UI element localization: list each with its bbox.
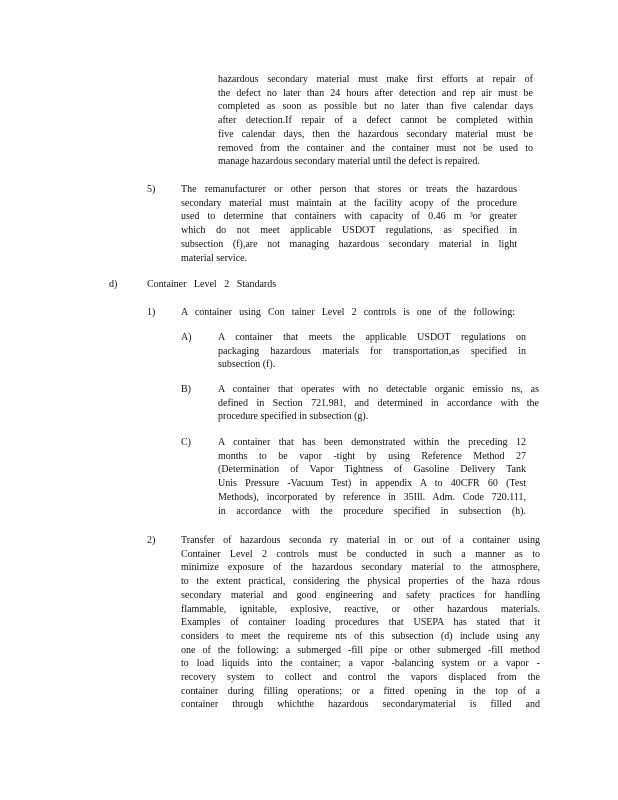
text-line: after detection.If repair of a defect cannot be completed within xyxy=(218,115,533,127)
text-line: A container that operates with no detectable organic emissio ns, as xyxy=(218,384,539,395)
text-line: Transfer of hazardous seconda ry material in or out of a container using xyxy=(181,535,540,546)
text-line: subsection (f),are not managing hazardous secondary material in light xyxy=(181,238,517,250)
item-marker-5: 5) xyxy=(147,184,156,195)
text-line: completed as soon as possible but no later than five calendar days xyxy=(218,101,533,113)
text-line: removed from the container and the container must not be used to xyxy=(218,142,533,154)
text-line: flammable, ignitable, explosive, reactive, or other hazardous materials. xyxy=(181,603,540,615)
text-line: The remanufacturer or other person that stores or treats the hazardous xyxy=(181,184,517,195)
text-line: Container Level 2 controls must be conducted in such a manner as to xyxy=(181,548,540,560)
paragraph-item-5 xyxy=(181,183,517,265)
text-line: material service. xyxy=(181,252,248,264)
item-marker-C: C) xyxy=(181,437,191,448)
text-line: Unis Pressure -Vacuum Test) in appendix A to 40CFR 60 (Test xyxy=(218,478,526,490)
text-line: hazardous secondary material must make first efforts at repair of xyxy=(218,74,533,85)
text-line: container through whichthe hazardous secondarymaterial is filled and xyxy=(181,699,540,711)
text-line: A container using Con tainer Level 2 controls is one of the following: xyxy=(181,307,515,318)
paragraph-continuation xyxy=(218,73,533,169)
paragraph-A xyxy=(218,331,526,372)
paragraph-B xyxy=(218,383,539,424)
text-line: A container that meets the applicable USDOT regulations on xyxy=(218,332,526,343)
section-heading-d: Container Level 2 Standards xyxy=(147,279,277,290)
text-line: the defect no later than 24 hours after detection and rep air must be xyxy=(218,87,533,99)
text-line: used to determine that containers with capacity of 0.46 m ³or greater xyxy=(181,211,517,223)
text-line: manage hazardous secondary material until the defect is repaired. xyxy=(218,156,480,168)
item-marker-A: A) xyxy=(181,332,192,343)
text-line: months to be vapor -tight by using Reference Method 27 xyxy=(218,450,526,462)
paragraph-C xyxy=(218,436,526,518)
text-line: container during filling operations; or a fitted opening in the top of a xyxy=(181,685,540,697)
text-line: minimize exposure of the hazardous secondary material to the atmosphere, xyxy=(181,562,540,574)
paragraph-d1 xyxy=(181,306,515,320)
text-line: subsection (f). xyxy=(218,359,276,371)
text-line: procedure specified in subsection (g). xyxy=(218,411,369,423)
text-line: in accordance with the procedure specified in subsection (h). xyxy=(218,505,526,517)
text-line: (Determination of Vapor Tightness of Gasoline Delivery Tank xyxy=(218,464,526,476)
item-marker-d2: 2) xyxy=(147,535,156,546)
text-line: Examples of container loading procedures that USEPA has stated that it xyxy=(181,617,540,629)
text-line: secondary material and good engineering and safety practices for handling xyxy=(181,589,540,601)
text-line: A container that has been demonstrated within the preceding 12 xyxy=(218,437,526,448)
item-marker-d1: 1) xyxy=(147,307,156,318)
text-line: Methods), incorporated by reference in 35Ill. Adm. Code 720.111, xyxy=(218,491,526,503)
item-marker-B: B) xyxy=(181,384,191,395)
text-line: secondary material must maintain at the facility acopy of the procedure xyxy=(181,197,517,209)
text-line: one of the following: a submerged -fill pipe or other submerged -fill method xyxy=(181,644,540,656)
text-line: considers to meet the requireme nts of this subsection (d) include using any xyxy=(181,630,540,642)
text-line: to the extent practical, considering the physical properties of the haza rdous xyxy=(181,576,540,588)
paragraph-d2 xyxy=(181,534,540,712)
text-line: defined in Section 721.981, and determined in accordance with the xyxy=(218,397,539,409)
text-line: recovery system to collect and control the vapors displaced from the xyxy=(181,672,540,684)
text-line: which do not meet applicable USDOT regulations, as specified in xyxy=(181,225,517,237)
section-marker-d: d) xyxy=(109,279,118,290)
text-line: five calendar days, then the hazardous secondary material must be xyxy=(218,128,533,140)
text-line: to load liquids into the container; a vapor -balancing system or a vapor - xyxy=(181,658,540,670)
text-line: packaging hazardous materials for transportation,as specified in xyxy=(218,345,526,357)
